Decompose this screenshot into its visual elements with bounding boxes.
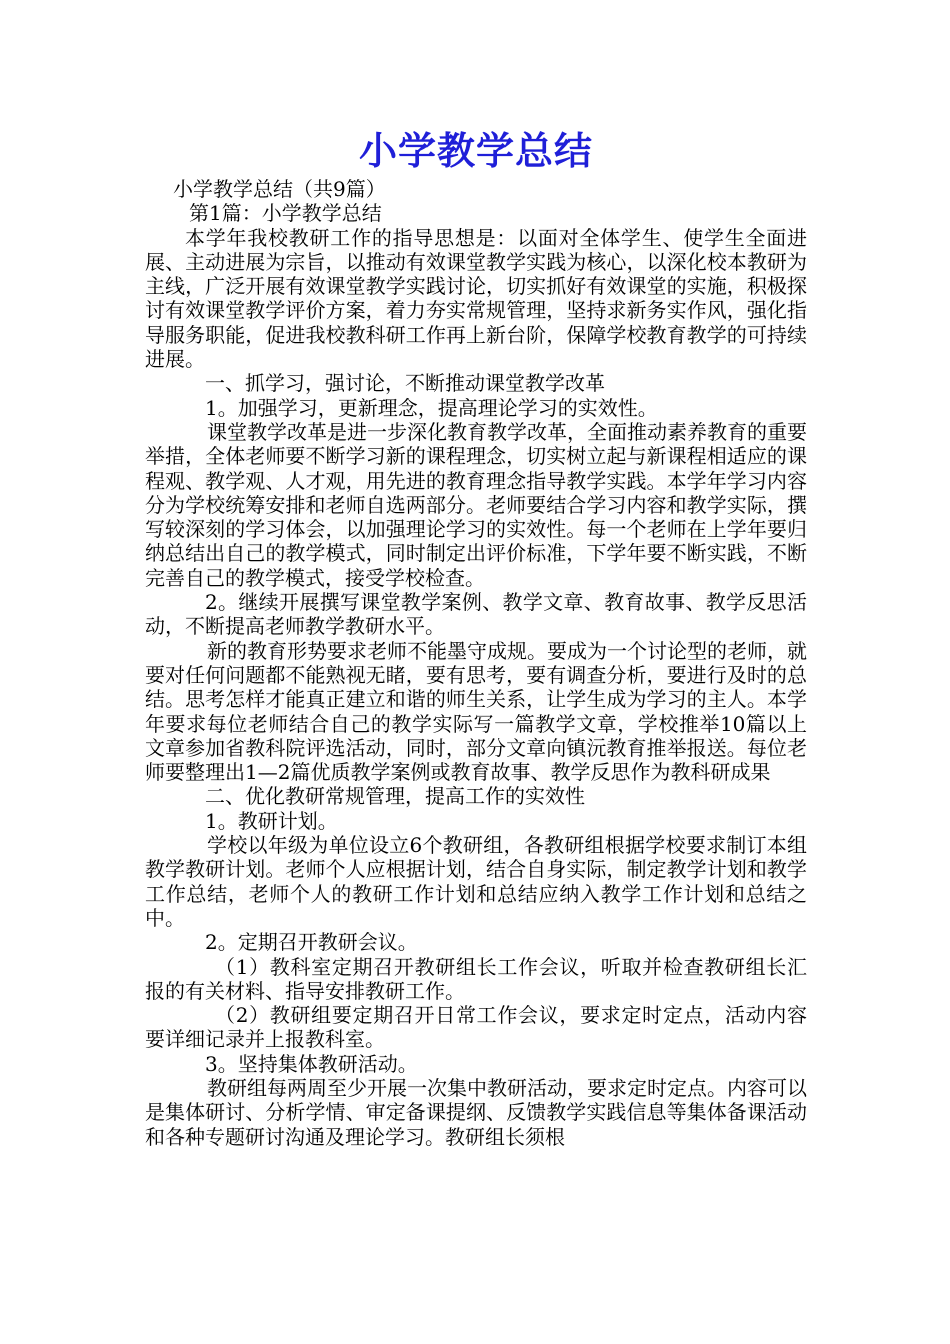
paragraph-subtitle: 小学教学总结（共9篇） bbox=[173, 177, 386, 201]
document-page bbox=[145, 125, 807, 1149]
paragraph-indent-sub: （1）教科室定期召开教研组长工作会议，听取并检查教研组长汇报的有关材料、指导安排教研工作。 bbox=[145, 954, 807, 1003]
paragraph-indent-h1: 二、优化教研常规管理，提高工作的实效性 bbox=[205, 784, 585, 809]
paragraph-indent-h2: 1。教研计划。 bbox=[205, 808, 338, 833]
document-title: 小学教学总结 bbox=[358, 129, 593, 173]
paragraph-indent-para: 新的教育形势要求老师不能墨守成规。要成为一个讨论型的老师，就要对任何问题都不能熟视无睹，要有思考，要有调查分析，要进行及时的总结。思考怎样才能真正建立和谐的师生关系，让学生成为学习的主人。本学年要求每位老师结合自己的教学实际写一篇教学文章，学校推举10篇以上文章参加省教科院评选活动，同时，部分文章向镇沅教育推举报送。每位老师要整理出1—2篇优质教学案例或教育故事、教学反思作为教科研成果 bbox=[145, 638, 807, 785]
paragraph-indent-para: 学校以年级为单位设立6个教研组，各教研组根据学校要求制订本组教学教研计划。老师个人应根据计划，结合自身实际，制定教学计划和教学工作总结，老师个人的教研工作计划和总结应纳入教学工作计划和总结之中。 bbox=[145, 833, 807, 930]
document-body bbox=[145, 177, 807, 1149]
paragraph-indent-para: 课堂教学改革是进一步深化教育教学改革，全面推动素养教育的重要举措，全体老师要不断学习新的课程理念，切实树立起与新课程相适应的课程观、教学观、人才观，用先进的教育理念指导教学实践。本学年学习内容分为学校统筹安排和老师自选两部分。老师要结合学习内容和教学实际，撰写较深刻的学习体会，以加强理论学习的实效性。每一个老师在上学年要归纳总结出自己的教学模式，同时制定出评价标准，下学年要不断实践，不断完善自己的教学模式，接受学校检查。 bbox=[145, 419, 807, 590]
paragraph-indent-h2: 1。加强学习，更新理念，提高理论学习的实效性。 bbox=[205, 395, 658, 420]
paragraph-indent-body: 本学年我校教研工作的指导思想是：以面对全体学生、使学生全面进展、主动进展为宗旨，以推动有效课堂教学实践为核心，以深化校本教研为主线，广泛开展有效课堂教学实践讨论，切实抓好有效课堂的实施，积极探讨有效课堂教学评价方案，着力夯实常规管理，坚持求新务实作风，强化指导服务职能，促进我校教科研工作再上新台阶，保障学校教育教学的可持续进展。 bbox=[145, 225, 807, 372]
paragraph-indent-h1: 一、抓学习，强讨论，不断推动课堂教学改革 bbox=[205, 371, 605, 396]
paragraph-indent-h2: 2。继续开展撰写课堂教学案例、教学文章、教育故事、教学反思活动，不断提高老师教学教研水平。 bbox=[145, 590, 807, 639]
paragraph-indent-h2: 3。坚持集体教研活动。 bbox=[205, 1051, 418, 1076]
paragraph-indent-sub: （2）教研组要定期召开日常工作会议，要求定时定点，活动内容要详细记录并上报教科室。 bbox=[145, 1003, 807, 1052]
paragraph-indent-para: 教研组每两周至少开展一次集中教研活动，要求定时定点。内容可以是集体研讨、分析学情、审定备课提纲、反馈教学实践信息等集体备课活动和各种专题研讨沟通及理论学习。教研组长须根 bbox=[145, 1075, 807, 1149]
paragraph-chapter: 第1篇：小学教学总结 bbox=[189, 201, 382, 226]
paragraph-indent-h2: 2。定期召开教研会议。 bbox=[205, 930, 418, 955]
